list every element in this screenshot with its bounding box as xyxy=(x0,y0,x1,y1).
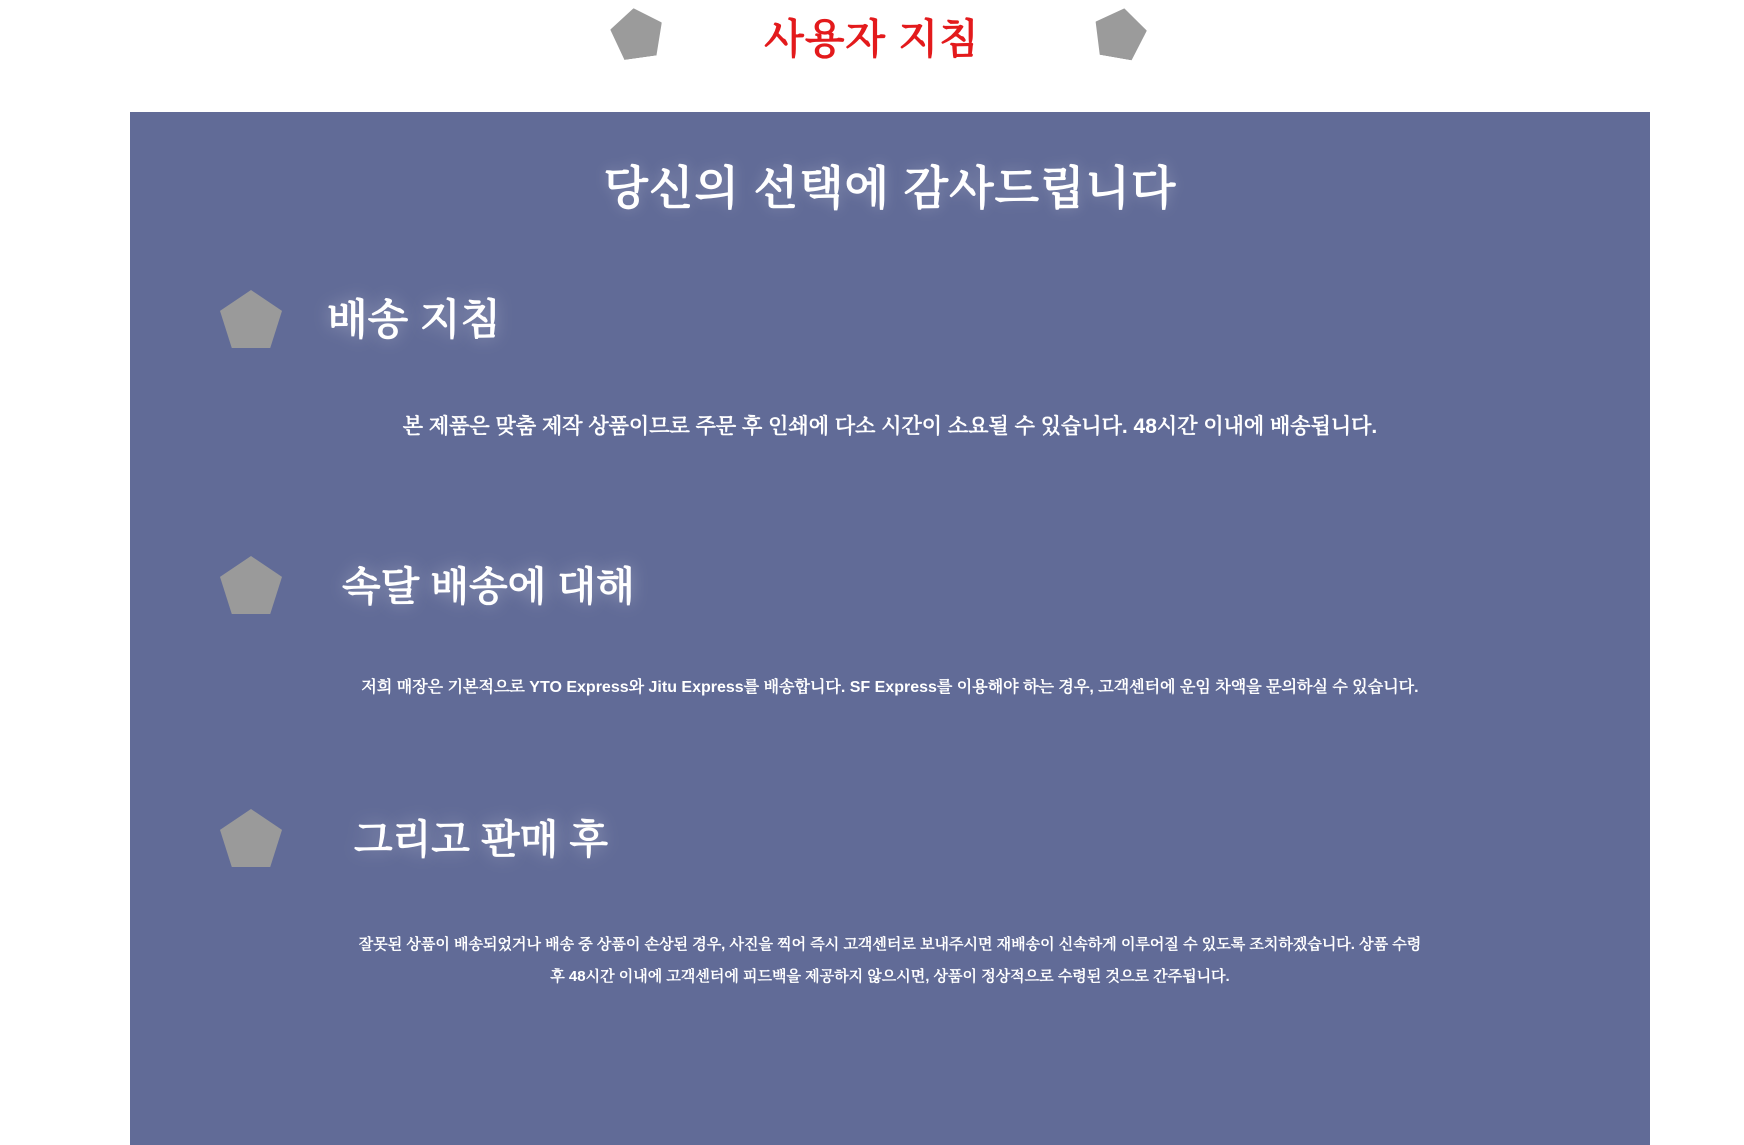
section-header xyxy=(130,286,1650,348)
section-express-delivery xyxy=(130,552,1650,697)
panel-heading: 당신의 선택에 감사드립니다 xyxy=(603,162,1177,214)
section-header xyxy=(130,805,1650,867)
pentagon-icon xyxy=(220,556,282,614)
page-title: 사용자 지침 xyxy=(764,16,980,62)
section-shipping-instructions xyxy=(130,286,1650,440)
pentagon-icon xyxy=(220,290,282,348)
section-after-sales xyxy=(130,805,1650,992)
page-header xyxy=(0,0,1744,110)
section-title: 배송 지침 xyxy=(327,296,501,343)
instructions-panel xyxy=(130,112,1650,1145)
section-title: 속달 배송에 대해 xyxy=(342,564,635,609)
section-body: 잘못된 상품이 배송되었거나 배송 중 상품이 손상된 경우, 사진을 찍어 즉시 고객센터로 보내주시면 재배송이 신속하게 이루어질 수 있도록 조치하겠습니다. 상품 수령 후 48시간 이내에 고객센터에 피드백을 제공하지 않으시면, 상품이 정상적으로 수령된 것으로 간주됩니다. xyxy=(358,936,1422,985)
section-header xyxy=(130,552,1650,614)
section-title: 그리고 판매 후 xyxy=(354,817,609,862)
section-body: 본 제품은 맞춤 제작 상품이므로 주문 후 인쇄에 다소 시간이 소요될 수 있습니다. 48시간 이내에 배송됩니다. xyxy=(402,415,1378,438)
section-body: 저희 매장은 기본적으로 YTO Express와 Jitu Express를 배송합니다. SF Express를 이용해야 하는 경우, 고객센터에 운임 차액을 문의하실 수 있습니다. xyxy=(361,679,1419,696)
pentagon-icon xyxy=(220,809,282,867)
